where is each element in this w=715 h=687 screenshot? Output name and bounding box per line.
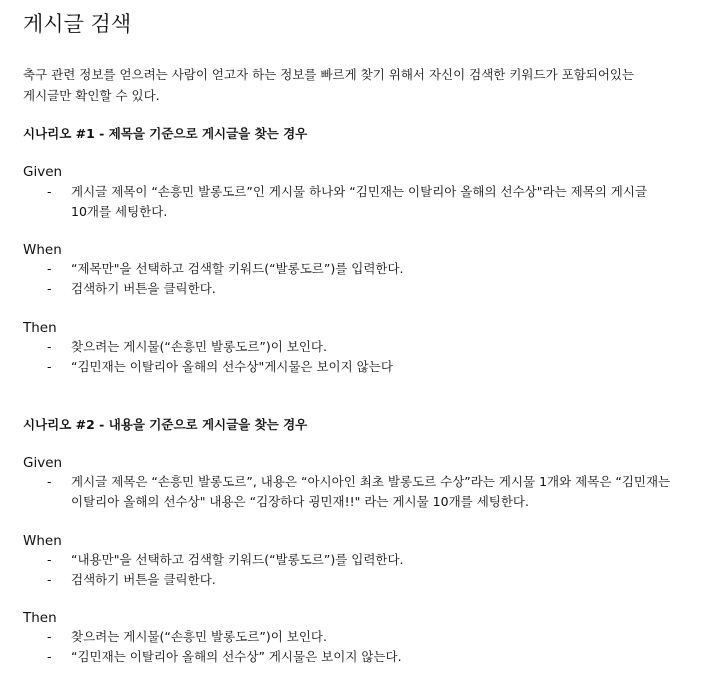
- scenario-1-then-list: [23, 337, 703, 376]
- list-item: [23, 570, 703, 590]
- intro-line: 게시글만 확인할 수 있다.: [23, 88, 160, 103]
- list-item-text: “제목만"을 선택하고 검색할 키워드(“발롱도르”)를 입력한다.: [71, 261, 404, 276]
- dash-bullet: -: [47, 648, 52, 664]
- list-item-line: 게시글 제목이 “손흥민 발롱도르”인 게시물 하나와 “김민재는 이탈리아 올해의 선수상"라는 제목의 게시글: [71, 184, 648, 199]
- scenario-2-given-label: Given: [23, 455, 63, 471]
- list-item-text: “김민재는 이탈리아 올해의 선수상"게시물은 보이지 않는다: [71, 358, 393, 374]
- list-item-text: 검색하기 버튼을 클릭한다.: [71, 280, 216, 296]
- intro-paragraph: [23, 64, 703, 106]
- dash-bullet: -: [47, 184, 52, 199]
- list-item-line: 이탈리아 올해의 선수상" 내용은 “김장하다 굉민재!!" 라는 게시물 10개를 세팅한다.: [71, 493, 529, 509]
- scenario-2-then-label: Then: [23, 610, 57, 626]
- scenario-2-then-list: [23, 627, 703, 666]
- scenario-1-heading: 시나리오 #1 - 제목을 기준으로 게시글을 찾는 경우: [23, 126, 308, 141]
- dash-bullet: -: [47, 474, 52, 489]
- list-item: [23, 550, 703, 570]
- list-item: [23, 627, 703, 647]
- list-item: [23, 472, 703, 511]
- list-item: [23, 357, 703, 377]
- scenario-2-when-list: [23, 550, 703, 589]
- scenario-1-given-label: Given: [23, 164, 63, 180]
- scenario-2-when-label: When: [23, 533, 62, 549]
- dash-bullet: -: [47, 571, 52, 587]
- scenario-1-when-label: When: [23, 242, 62, 258]
- scenario-1-given-list: [23, 182, 703, 221]
- list-item: [23, 259, 703, 279]
- list-item: [23, 337, 703, 357]
- list-item-text: “내용만"을 선택하고 검색할 키워드(“발롱도르”)를 입력한다.: [71, 552, 404, 567]
- list-item: [23, 182, 703, 221]
- dash-bullet: -: [47, 339, 52, 354]
- list-item-text: 찾으려는 게시물(“손흥민 발롱도르”)이 보인다.: [71, 339, 327, 354]
- scenario-1-when-list: [23, 259, 703, 298]
- scenario-1-then-label: Then: [23, 320, 57, 336]
- list-item-line: 게시글 제목은 “손흥민 발롱도르”, 내용은 “아시아인 최초 발롱도르 수상”라는 게시물 1개와 제목은 “김민재는: [71, 474, 671, 489]
- scenario-2-given-list: [23, 472, 703, 511]
- intro-line: 축구 관련 정보를 얻으려는 사람이 얻고자 하는 정보를 빠르게 찾기 위해서 자신이 검색한 키워드가 포함되어있는: [23, 67, 635, 82]
- scenario-2-heading: 시나리오 #2 - 내용을 기준으로 게시글을 찾는 경우: [23, 417, 308, 432]
- list-item: [23, 279, 703, 299]
- list-item-text: 찾으려는 게시물(“손흥민 발롱도르”)이 보인다.: [71, 629, 327, 644]
- list-item: [23, 647, 703, 667]
- list-item-line: 10개를 세팅한다.: [71, 203, 168, 219]
- dash-bullet: -: [47, 358, 52, 374]
- list-item-text: “김민재는 이탈리아 올해의 선수상” 게시물은 보이지 않는다.: [71, 648, 402, 664]
- dash-bullet: -: [47, 552, 52, 567]
- list-item-text: 검색하기 버튼을 클릭한다.: [71, 571, 216, 587]
- page-title: 게시글 검색: [23, 12, 132, 36]
- dash-bullet: -: [47, 280, 52, 296]
- dash-bullet: -: [47, 629, 52, 644]
- dash-bullet: -: [47, 261, 52, 276]
